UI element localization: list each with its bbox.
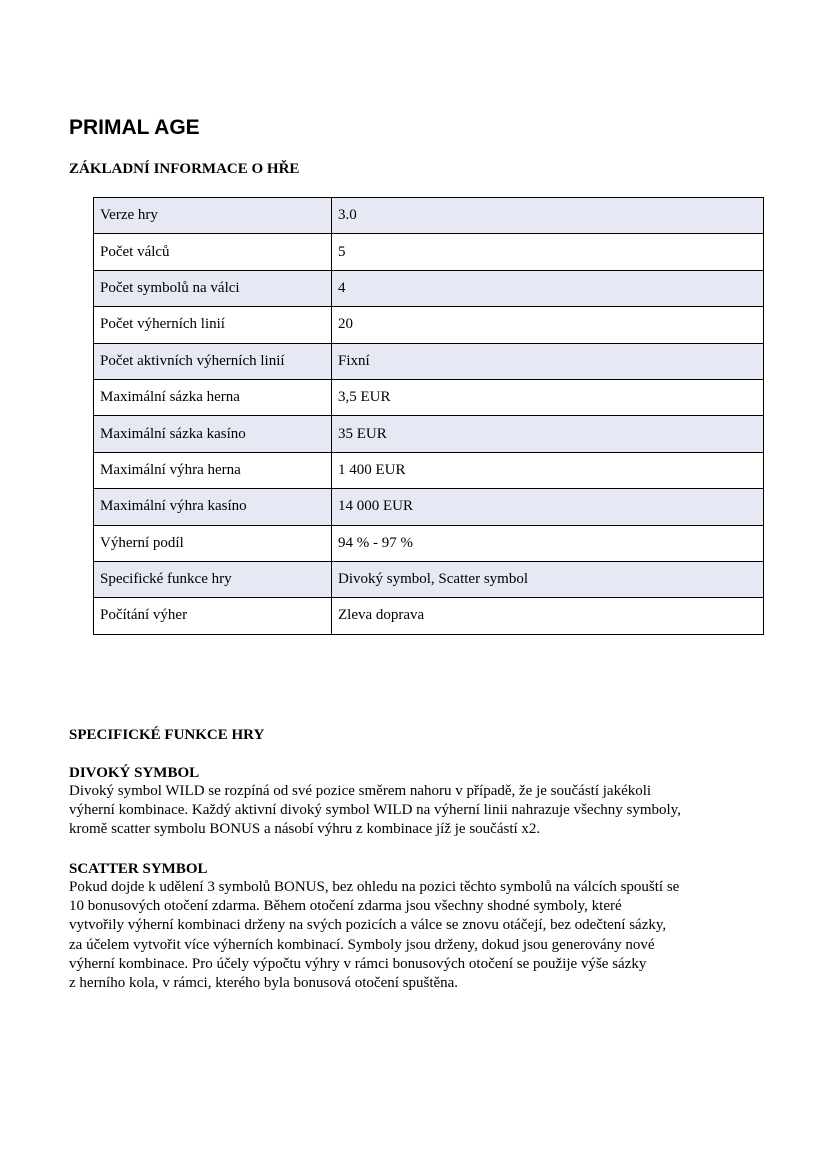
table-row [94, 198, 764, 234]
table-label-cell: Počet výherních linií [94, 307, 332, 343]
wild-symbol-title: DIVOKÝ SYMBOL [69, 765, 200, 781]
scatter-symbol-section [69, 860, 769, 993]
table-label-cell: Maximální výhra kasíno [94, 489, 332, 525]
table-value-cell: 14 000 EUR [332, 489, 764, 525]
table-value-cell: 5 [332, 234, 764, 270]
scatter-description-line: výherní kombinace. Pro účely výpočtu výhry v rámci bonusových otočení se použije výše sázky [69, 955, 647, 972]
table-row [94, 525, 764, 561]
wild-description-line: výherní kombinace. Každý aktivní divoký symbol WILD na výherní linii nahrazuje všechny symboly, [69, 802, 681, 819]
table-label-cell: Počet válců [94, 234, 332, 270]
scatter-description-line: za účelem vytvořit více výherních kombinací. Symboly jsou drženy, dokud jsou generovány nové [69, 936, 655, 953]
table-label-cell: Počítání výher [94, 598, 332, 634]
table-row [94, 452, 764, 488]
table-label-cell: Maximální sázka kasíno [94, 416, 332, 452]
wild-symbol-section [69, 764, 769, 840]
scatter-description-line: vytvořily výherní kombinaci drženy na svých pozicích a válce se znovu otáčejí, bez odečtení sázky, [69, 917, 667, 934]
table-row [94, 343, 764, 379]
wild-description-line: Divoký symbol WILD se rozpíná od své pozice směrem nahoru v případě, že je součástí jakékoli [69, 783, 652, 799]
wild-description-line: kromě scatter symbolu BONUS a násobí výhru z kombinace jíž je součástí x2. [69, 821, 541, 838]
table-label-cell: Výherní podíl [94, 525, 332, 561]
scatter-description-line: z herního kola, v rámci, kterého byla bonusová otočení spuštěna. [69, 975, 459, 992]
table-label-cell: Maximální sázka herna [94, 379, 332, 415]
table-row [94, 416, 764, 452]
table-row [94, 379, 764, 415]
scatter-description-line: Pokud dojde k udělení 3 symbolů BONUS, bez ohledu na pozici těchto symbolů na válcích spouští se [69, 879, 680, 895]
table-label-cell: Maximální výhra herna [94, 452, 332, 488]
table-label-cell: Počet symbolů na válci [94, 270, 332, 306]
scatter-description-line: 10 bonusových otočení zdarma. Během otočení zdarma jsou všechny shodné symboly, které [69, 898, 622, 915]
table-value-cell: Zleva doprava [332, 598, 764, 634]
table-row [94, 561, 764, 597]
table-row [94, 307, 764, 343]
game-info-table [93, 197, 764, 635]
table-label-cell: Verze hry [94, 198, 332, 234]
table-value-cell: 3,5 EUR [332, 379, 764, 415]
table-value-cell: 3.0 [332, 198, 764, 234]
table-value-cell: Fixní [332, 343, 764, 379]
table-value-cell: 4 [332, 270, 764, 306]
table-row [94, 489, 764, 525]
info-section-heading: ZÁKLADNÍ INFORMACE O HŘE [69, 161, 300, 177]
table-row [94, 598, 764, 634]
table-value-cell: 20 [332, 307, 764, 343]
table-value-cell: Divoký symbol, Scatter symbol [332, 561, 764, 597]
scatter-symbol-title: SCATTER SYMBOL [69, 861, 208, 877]
table-label-cell: Specifické funkce hry [94, 561, 332, 597]
table-value-cell: 1 400 EUR [332, 452, 764, 488]
table-label-cell: Počet aktivních výherních linií [94, 343, 332, 379]
table-row [94, 270, 764, 306]
table-value-cell: 35 EUR [332, 416, 764, 452]
table-value-cell: 94 % - 97 % [332, 525, 764, 561]
features-section-heading: SPECIFICKÉ FUNKCE HRY [69, 727, 265, 743]
page-title: PRIMAL AGE [69, 116, 200, 139]
table-row [94, 234, 764, 270]
